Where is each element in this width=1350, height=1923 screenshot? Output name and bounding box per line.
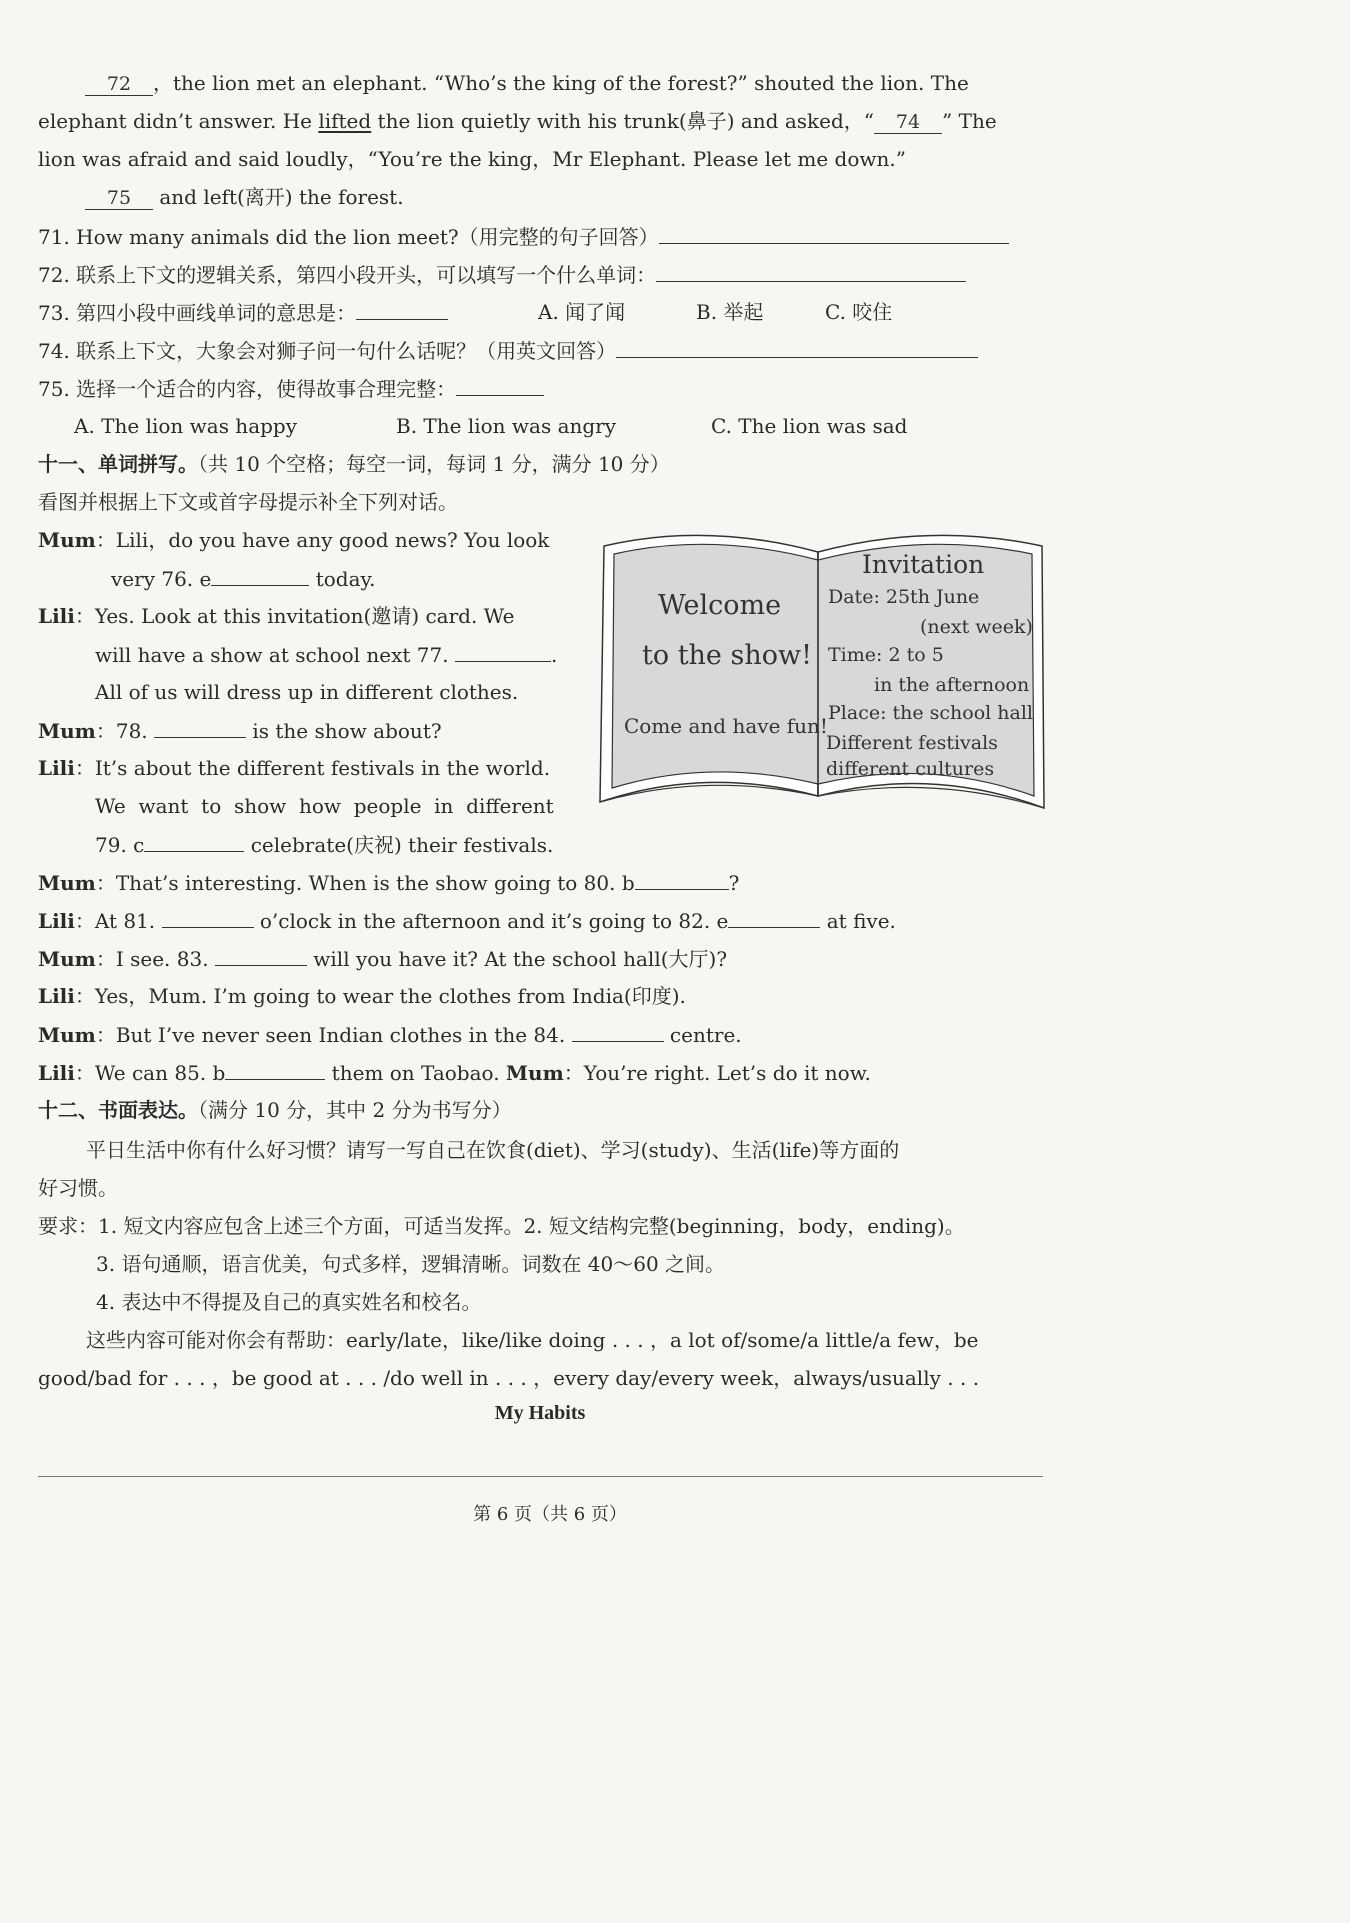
speaker-mum: Mum bbox=[505, 1061, 564, 1085]
blank-77[interactable] bbox=[455, 639, 551, 662]
writing-help bbox=[38, 1363, 1045, 1393]
invitation-date-note: (next week) bbox=[920, 616, 1033, 638]
blank-78[interactable] bbox=[154, 715, 246, 738]
answer-72-field[interactable] bbox=[656, 259, 966, 282]
dialogue-line bbox=[38, 981, 1045, 1011]
blank-74[interactable]: 74 bbox=[874, 111, 942, 134]
requirement-text: 3. 语句通顺，语言优美，句式多样，逻辑清晰。词数在 40～60 之间。 bbox=[96, 1252, 726, 1276]
option-c[interactable]: C. The lion was sad bbox=[711, 414, 908, 438]
question-73 bbox=[38, 297, 1045, 328]
dialogue-line bbox=[38, 829, 1045, 860]
section-11-heading bbox=[38, 449, 1045, 479]
passage-text: the lion quietly with his trunk(鼻子) and asked，“ bbox=[371, 109, 875, 133]
dialogue-text: ：But I’ve never seen Indian clothes in the 84. bbox=[95, 1023, 566, 1047]
blank-84[interactable] bbox=[572, 1019, 664, 1042]
writing-prompt bbox=[38, 1135, 1045, 1165]
blank-83[interactable] bbox=[215, 943, 307, 966]
essay-title: My Habits bbox=[494, 1402, 586, 1424]
requirement-text: 4. 表达中不得提及自己的真实姓名和校名。 bbox=[96, 1290, 482, 1314]
dialogue-text: ：That’s interesting. When is the show going to 80. b bbox=[95, 871, 635, 895]
dialogue-text: ：Yes，Mum. I’m going to wear the clothes from India(印度). bbox=[74, 984, 686, 1008]
writing-requirement bbox=[38, 1211, 1045, 1241]
section-note: （共 10 个空格；每空一词，每词 1 分，满分 10 分） bbox=[198, 452, 670, 476]
blank-72[interactable]: 72 bbox=[85, 73, 153, 96]
option-b[interactable]: B. 举起 bbox=[696, 300, 764, 324]
blank-85[interactable] bbox=[225, 1057, 325, 1080]
dialogue-text: ：At 81. bbox=[74, 909, 156, 933]
requirement-text: 要求：1. 短文内容应包含上述三个方面，可适当发挥。2. 短文结构完整(beginning，body，ending)。 bbox=[38, 1214, 965, 1238]
dialogue-text: will have a show at school next 77. bbox=[95, 643, 449, 667]
question-75 bbox=[38, 373, 1045, 404]
dialogue-text: will you have it? At the school hall(大厅)? bbox=[306, 947, 728, 971]
speaker-mum: Mum bbox=[38, 528, 96, 552]
passage-text: lion was afraid and said loudly，“You’re the king，Mr Elephant. Please let me down.” bbox=[38, 147, 906, 171]
dialogue-text: celebrate(庆祝) their festivals. bbox=[244, 833, 554, 857]
question-text: 73. 第四小段中画线单词的意思是： bbox=[38, 301, 357, 325]
welcome-text: to the show! bbox=[642, 640, 812, 671]
question-text: 74. 联系上下文，大象会对狮子问一句什么话呢？（用英文回答） bbox=[38, 339, 617, 363]
dialogue-text: ：We can 85. b bbox=[74, 1061, 226, 1085]
page-number: 第 6 页（共 6 页） bbox=[473, 1504, 627, 1525]
dialogue-line bbox=[38, 1019, 1045, 1050]
section-12-heading bbox=[38, 1095, 1045, 1125]
dialogue-text: 79. c bbox=[95, 833, 145, 857]
speaker-lili: Lili bbox=[38, 604, 75, 628]
speaker-mum: Mum bbox=[38, 1023, 96, 1047]
speaker-lili: Lili bbox=[38, 1061, 75, 1085]
answer-75-field[interactable] bbox=[456, 373, 544, 396]
dialogue-text: All of us will dress up in different clothes. bbox=[95, 680, 519, 704]
invitation-card-illustration bbox=[596, 526, 1048, 814]
option-a[interactable]: A. 闻了闻 bbox=[538, 300, 626, 324]
invitation-title: Invitation bbox=[862, 550, 985, 579]
invitation-date: Date: 25th June bbox=[828, 586, 980, 608]
passage-line-1 bbox=[38, 68, 1045, 98]
invitation-theme: different cultures bbox=[826, 758, 995, 780]
blank-75[interactable]: 75 bbox=[85, 187, 153, 210]
section-note: （满分 10 分，其中 2 分为书写分） bbox=[198, 1098, 512, 1122]
dialogue-text: is the show about? bbox=[246, 719, 442, 743]
invitation-place: Place: the school hall bbox=[828, 702, 1034, 724]
answer-73-field[interactable] bbox=[356, 297, 448, 320]
speaker-mum: Mum bbox=[38, 947, 96, 971]
invitation-theme: Different festivals bbox=[826, 732, 998, 754]
question-text: 72. 联系上下文的逻辑关系，第四小段开头，可以填写一个什么单词： bbox=[38, 263, 657, 287]
section-11-instruction bbox=[38, 487, 1045, 517]
section-title: 十二、书面表达。 bbox=[38, 1098, 198, 1122]
passage-text: ，the lion met an elephant. “Who’s the king of the forest?” shouted the lion. The bbox=[153, 71, 969, 95]
dialogue-text: ：Lili，do you have any good news? You look bbox=[95, 528, 550, 552]
option-c[interactable]: C. 咬住 bbox=[825, 300, 893, 324]
writing-requirement bbox=[38, 1287, 1045, 1317]
option-b[interactable]: B. The lion was angry bbox=[396, 414, 617, 438]
answer-71-field[interactable] bbox=[659, 221, 1009, 244]
question-71 bbox=[38, 221, 1045, 252]
speaker-lili: Lili bbox=[38, 909, 75, 933]
blank-79[interactable] bbox=[144, 829, 244, 852]
prompt-text: 平日生活中你有什么好习惯？请写一写自己在饮食(diet)、学习(study)、生活(life)等方面的 bbox=[86, 1138, 900, 1162]
invitation-time-note: in the afternoon bbox=[874, 674, 1030, 696]
dialogue-text: centre. bbox=[663, 1023, 742, 1047]
dialogue-text: at five. bbox=[820, 909, 896, 933]
passage-line-4 bbox=[38, 182, 1045, 212]
option-a[interactable]: A. The lion was happy bbox=[74, 414, 298, 438]
question-72 bbox=[38, 259, 1045, 290]
speaker-mum: Mum bbox=[38, 719, 96, 743]
welcome-text: Welcome bbox=[658, 590, 782, 621]
passage-text: elephant didn’t answer. He bbox=[38, 109, 319, 133]
invitation-time: Time: 2 to 5 bbox=[828, 644, 944, 666]
section-title: 十一、单词拼写。 bbox=[38, 452, 198, 476]
blank-82[interactable] bbox=[728, 905, 820, 928]
instruction-text: 看图并根据上下文或首字母提示补全下列对话。 bbox=[38, 490, 458, 514]
welcome-text: Come and have fun! bbox=[624, 714, 828, 738]
speaker-mum: Mum bbox=[38, 871, 96, 895]
question-text: 75. 选择一个适合的内容，使得故事合理完整： bbox=[38, 377, 457, 401]
underlined-word: lifted bbox=[318, 109, 372, 133]
speaker-lili: Lili bbox=[38, 756, 75, 780]
writing-requirement bbox=[38, 1249, 1045, 1279]
answer-74-field[interactable] bbox=[616, 335, 978, 358]
divider bbox=[38, 1476, 1043, 1477]
dialogue-line bbox=[38, 905, 1045, 936]
dialogue-text: ：I see. 83. bbox=[95, 947, 209, 971]
blank-76[interactable] bbox=[211, 563, 309, 586]
dialogue-line bbox=[38, 1057, 1045, 1088]
help-text: 这些内容可能对你会有帮助：early/late，like/like doing . . . ，a lot of/some/a little/a few，be bbox=[86, 1328, 979, 1352]
writing-prompt bbox=[38, 1173, 1045, 1203]
prompt-text: 好习惯。 bbox=[38, 1176, 118, 1200]
dialogue-text: ：It’s about the different festivals in the world. bbox=[74, 756, 551, 780]
passage-text: ” The bbox=[942, 109, 997, 133]
dialogue-line bbox=[38, 943, 1045, 974]
dialogue-text: ：Yes. Look at this invitation(邀请) card. We bbox=[74, 604, 515, 628]
passage-line-3 bbox=[38, 144, 1045, 174]
blank-80[interactable] bbox=[635, 867, 729, 890]
dialogue-text: today. bbox=[309, 567, 376, 591]
dialogue-text: We want to show how people in different bbox=[95, 794, 554, 818]
speaker-lili: Lili bbox=[38, 984, 75, 1008]
dialogue-text: . bbox=[550, 643, 558, 667]
blank-81[interactable] bbox=[162, 905, 254, 928]
help-text: good/bad for . . . ，be good at . . . /do well in . . . ，every day/every week，always/usually . . . bbox=[38, 1366, 980, 1390]
dialogue-text: o’clock in the afternoon and it’s going to 82. e bbox=[253, 909, 729, 933]
passage-line-2 bbox=[38, 106, 1045, 136]
dialogue-text: ：You’re right. Let’s do it now. bbox=[563, 1061, 871, 1085]
passage-text: and left(离开) the forest. bbox=[153, 185, 404, 209]
dialogue-text: very 76. e bbox=[111, 567, 212, 591]
question-74 bbox=[38, 335, 1045, 366]
writing-help bbox=[38, 1325, 1045, 1355]
dialogue-line bbox=[38, 867, 1045, 898]
question-text: 71. How many animals did the lion meet?（用完整的句子回答） bbox=[38, 225, 659, 249]
dialogue-text: ? bbox=[728, 871, 740, 895]
dialogue-text: them on Taobao. bbox=[325, 1061, 506, 1085]
dialogue-text: ：78. bbox=[95, 719, 148, 743]
